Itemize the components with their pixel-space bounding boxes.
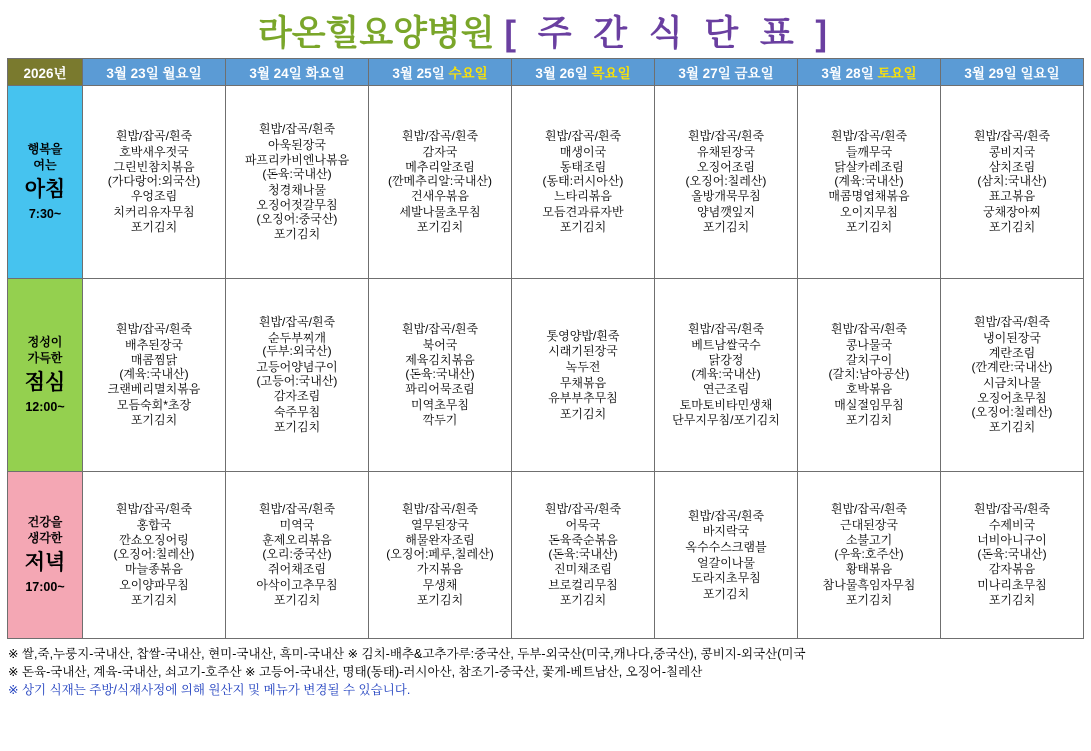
header-day-thursday [512,59,655,86]
table-row-lunch [8,279,1084,472]
dish-origin-note: (계육:국내산) [119,366,189,381]
dish-item: 가지볶음 [416,562,464,577]
lunch-label-time: 12:00~ [25,400,65,415]
dish-item: 포기김치 [130,220,178,235]
cell-lunch-wednesday [369,279,512,472]
dish-item: 흰밥/잡곡/흰죽 [830,501,908,516]
page-title [0,0,1091,58]
dish-item: 흰밥/잡곡/흰죽 [830,128,908,143]
dish-item: 모듬견과류자반 [542,204,624,219]
dish-item: 제육김치볶음 [405,353,475,368]
title-document-type: [ 주 간 식 단 표 ] [504,14,834,53]
dish-item: 꽈리어묵조림 [405,382,475,397]
dish-item: 오징어젓갈무침 [256,198,338,213]
dish-item: 포기김치 [559,593,607,608]
dish-origin-note: (동태:러시아산) [542,173,624,188]
dish-item: 냉이된장국 [983,330,1041,345]
dish-origin-note: (오징어:칠레산) [113,546,195,561]
dish-origin-note: (돈육:국내산) [405,366,475,381]
lunch-label-top: 정성이 [27,334,63,349]
dish-item: 삼치조림 [988,160,1036,175]
header-dayname-tuesday: 화요일 [305,66,345,81]
dish-item: 흰밥/잡곡/흰죽 [973,315,1051,330]
dish-item: 궁채장아찌 [983,204,1041,219]
dish-item: 오이지무침 [840,204,898,219]
dish-origin-note: (가다랑어:외국산) [107,173,201,188]
dish-item: 흰밥/잡곡/흰죽 [401,321,479,336]
dish-item: 콩나물국 [845,337,893,352]
cell-breakfast-monday [83,86,226,279]
dish-item: 해물완자조림 [405,533,475,548]
dish-item: 흰밥/잡곡/흰죽 [687,321,765,336]
dish-item: 단무지무침/포기김치 [672,413,780,428]
cell-lunch-friday [655,279,798,472]
dish-origin-note: (돈육:국내산) [262,166,332,181]
dish-item: 흰밥/잡곡/흰죽 [973,501,1051,516]
dish-item: 수제비국 [988,517,1036,532]
dish-item: 너비아니구이 [977,533,1047,548]
cell-dinner-wednesday [369,472,512,639]
dish-item: 포기김치 [845,220,893,235]
footnote-3: ※ 상기 식재는 주방/식재사정에 의해 원산지 및 메뉴가 변경될 수 있습니다. [8,683,411,698]
dish-item: 포기김치 [988,220,1036,235]
dish-item: 매콤명엽채볶음 [828,189,910,204]
dish-item: 흰밥/잡곡/흰죽 [115,128,193,143]
dish-origin-note: (두부:외국산) [262,344,332,359]
dish-item: 포기김치 [130,413,178,428]
dish-item: 흰밥/잡곡/흰죽 [830,321,908,336]
dish-origin-note: (우육:호주산) [834,546,904,561]
table-header-row [8,59,1084,86]
dish-item: 토마토비타민생채 [679,397,773,412]
title-hospital-name: 라온힐요양병원 [257,14,495,53]
breakfast-label-time: 7:30~ [28,207,62,222]
dish-item: 고등어양념구이 [256,359,338,374]
cell-lunch-thursday [512,279,655,472]
dish-item: 브로컬리무침 [548,577,618,592]
cell-dinner-sunday [941,472,1084,639]
dish-item: 옥수수스크램블 [685,539,767,554]
dish-item: 깍두기 [422,413,458,428]
dish-item: 바지락국 [702,524,750,539]
dish-item: 흰밥/잡곡/흰죽 [115,321,193,336]
dish-item: 얼갈이나물 [697,555,755,570]
dish-item: 포기김치 [988,593,1036,608]
dish-item: 감자조림 [273,389,321,404]
dish-item: 포기김치 [702,586,750,601]
cell-breakfast-saturday [798,86,941,279]
dish-origin-note: (돈육:국내산) [977,546,1047,561]
dinner-label-time: 17:00~ [25,580,65,595]
dish-item: 진미채조림 [554,562,612,577]
cell-breakfast-thursday [512,86,655,279]
header-date-monday: 3월 23일 [106,66,159,81]
dish-item: 포기김치 [130,593,178,608]
dish-item: 포기김치 [416,220,464,235]
dish-item: 포기김치 [273,593,321,608]
table-row-dinner [8,472,1084,639]
dish-item: 미역국 [279,517,315,532]
dish-origin-note: (오징어:칠레산) [685,173,767,188]
cell-lunch-monday [83,279,226,472]
dish-item: 모듬숙회*초장 [116,397,192,412]
dish-item: 포기김치 [416,593,464,608]
dish-item: 올방개묵무침 [691,189,761,204]
header-dayname-thursday: 목요일 [591,66,631,81]
dish-item: 근대된장국 [840,517,898,532]
dish-origin-note: (계육:국내산) [691,366,761,381]
header-date-tuesday: 3월 24일 [249,66,302,81]
dish-item: 매실절임무침 [834,397,904,412]
meal-label-breakfast [8,86,83,279]
cell-dinner-saturday [798,472,941,639]
header-day-friday [655,59,798,86]
dish-item: 포기김치 [559,406,607,421]
header-date-thursday: 3월 26일 [535,66,588,81]
header-date-sunday: 3월 29일 [964,66,1017,81]
cell-dinner-friday [655,472,798,639]
dish-origin-note: (오징어:페루,칠레산) [386,546,494,561]
dinner-label-name: 저녁 [24,551,66,575]
header-day-wednesday [369,59,512,86]
breakfast-label-mid: 여는 [33,157,57,172]
dish-item: 미나리초무침 [977,577,1047,592]
header-dayname-sunday: 일요일 [1020,66,1060,81]
cell-lunch-sunday [941,279,1084,472]
dish-item: 감자볶음 [988,562,1036,577]
dish-item: 호박볶음 [845,382,893,397]
cell-breakfast-friday [655,86,798,279]
dish-item: 참나물흑임자무침 [822,577,916,592]
dish-item: 아삭이고추무침 [256,577,338,592]
dish-item: 톳영양밥/흰죽 [546,328,620,343]
dish-item: 포기김치 [559,220,607,235]
dish-item: 매생이국 [559,144,607,159]
header-day-sunday [941,59,1084,86]
dish-item: 포기김치 [988,420,1036,435]
dish-item: 그린빈참치볶음 [113,160,195,175]
dish-item: 흰밥/잡곡/흰죽 [687,508,765,523]
dish-item: 파프리카비엔나볶음 [244,153,350,168]
dish-origin-note: (오징어:중국산) [256,211,338,226]
cell-breakfast-wednesday [369,86,512,279]
dish-item: 시금치나물 [983,375,1041,390]
dish-item: 황태볶음 [845,562,893,577]
footnote-2: ※ 돈육-국내산, 계육-국내산, 쇠고기-호주산 ※ 고등어-국내산, 명태(동태)-러시아산, 참조기-중국산, 꽃게-베트남산, 오징어-칠레산 [8,665,703,680]
dish-item: 북어국 [422,337,458,352]
cell-lunch-tuesday [226,279,369,472]
dish-origin-note: (갈치:남아공산) [828,366,910,381]
dish-item: 순두부찌개 [268,330,326,345]
dish-origin-note: (돈육:국내산) [548,546,618,561]
dish-origin-note: (깐메추리알:국내산) [387,173,493,188]
dish-item: 흰밥/잡곡/흰죽 [258,122,336,137]
dish-item: 연근조림 [702,382,750,397]
table-row-breakfast [8,86,1084,279]
dish-item: 유부부추무침 [548,391,618,406]
cell-dinner-monday [83,472,226,639]
dish-origin-note: (오징어:칠레산) [971,404,1053,419]
dish-item: 숙주무침 [273,404,321,419]
dish-item: 오징어조림 [697,160,755,175]
dish-item: 감자국 [422,144,458,159]
dish-item: 포기김치 [845,413,893,428]
dish-item: 돈육죽순볶음 [548,533,618,548]
cell-dinner-tuesday [226,472,369,639]
dish-origin-note: (계육:국내산) [834,173,904,188]
dish-item: 메추리알조림 [405,160,475,175]
dinner-label-mid: 생각한 [27,530,63,545]
dish-item: 쥐어채조림 [268,562,326,577]
header-dayname-wednesday: 수요일 [448,66,488,81]
lunch-label-name: 점심 [24,371,66,395]
cell-breakfast-sunday [941,86,1084,279]
dish-item: 깐쇼오징어링 [119,533,189,548]
meal-label-dinner [8,472,83,639]
dish-item: 흰밥/잡곡/흰죽 [401,501,479,516]
dish-item: 느타리볶음 [554,189,612,204]
dish-item: 흰밥/잡곡/흰죽 [544,128,622,143]
dish-item: 흰밥/잡곡/흰죽 [401,128,479,143]
dish-item: 녹두전 [565,359,601,374]
dish-item: 호박새우젓국 [119,144,189,159]
dish-item: 오이양파무침 [119,577,189,592]
dish-item: 치커리유자무침 [113,204,195,219]
header-dayname-friday: 금요일 [734,66,774,81]
cell-dinner-thursday [512,472,655,639]
dish-item: 흰밥/잡곡/흰죽 [258,315,336,330]
dish-item: 크랜베리멸치볶음 [107,382,201,397]
dish-item: 갈치구이 [845,353,893,368]
dish-item: 배추된장국 [125,337,183,352]
dinner-label-top: 건강을 [27,514,63,529]
dish-item: 시래기된장국 [548,344,618,359]
dish-item: 양념깻잎지 [697,204,755,219]
dish-item: 건새우볶음 [411,189,469,204]
header-dayname-monday: 월요일 [162,66,202,81]
dish-item: 도라지초무침 [691,571,761,586]
cell-breakfast-tuesday [226,86,369,279]
dish-origin-note: (고등어:국내산) [256,373,338,388]
dish-item: 계란조림 [988,346,1036,361]
dish-item: 흰밥/잡곡/흰죽 [544,501,622,516]
header-date-wednesday: 3월 25일 [392,66,445,81]
dish-item: 소불고기 [845,533,893,548]
dish-item: 흰밥/잡곡/흰죽 [115,501,193,516]
dish-item: 포기김치 [702,220,750,235]
dish-item: 포기김치 [273,420,321,435]
dish-item: 어묵국 [565,517,601,532]
dish-item: 포기김치 [845,593,893,608]
dish-item: 청경채나물 [268,182,326,197]
dish-item: 포기김치 [273,227,321,242]
header-dayname-saturday: 토요일 [877,66,917,81]
dish-item: 닭강정 [708,353,744,368]
dish-item: 아욱된장국 [268,137,326,152]
header-day-tuesday [226,59,369,86]
dish-item: 세발나물초무침 [399,204,481,219]
dish-item: 콩비지국 [988,144,1036,159]
dish-origin-note: (깐계란:국내산) [971,359,1053,374]
dish-origin-note: (삼치:국내산) [977,173,1047,188]
meal-label-lunch [8,279,83,472]
dish-item: 홍합국 [136,517,172,532]
dish-item: 흰밥/잡곡/흰죽 [973,128,1051,143]
dish-item: 열무된장국 [411,517,469,532]
dish-item: 들깨무국 [845,144,893,159]
dish-item: 마늘종볶음 [125,562,183,577]
footnote-1: ※ 쌀,죽,누룽지-국내산, 찹쌀-국내산, 현미-국내산, 흑미-국내산 ※ 김치-배추&고추가루:중국산, 두부-외국산(미국,캐나다,중국산), 콩비지-외국산(미국 [8,647,806,661]
dish-origin-note: (오리:중국산) [262,546,332,561]
weekly-menu-table [7,58,1084,639]
dish-item: 동태조림 [559,160,607,175]
cell-lunch-saturday [798,279,941,472]
dish-item: 미역초무침 [411,397,469,412]
dish-item: 흰밥/잡곡/흰죽 [687,128,765,143]
footnotes [8,645,1083,699]
dish-item: 표고볶음 [988,189,1036,204]
dish-item: 베트남쌀국수 [691,337,761,352]
dish-item: 흰밥/잡곡/흰죽 [258,501,336,516]
header-date-saturday: 3월 28일 [821,66,874,81]
lunch-label-mid: 가득한 [27,350,63,365]
dish-item: 무생채 [422,577,458,592]
dish-item: 우엉조림 [130,189,178,204]
breakfast-label-name: 아침 [24,178,66,202]
dish-item: 무채볶음 [559,375,607,390]
header-day-saturday [798,59,941,86]
dish-item: 오징어초무침 [977,391,1047,406]
header-year: 2026년 [8,59,83,86]
header-date-friday: 3월 27일 [678,66,731,81]
dish-item: 유채된장국 [697,144,755,159]
breakfast-label-top: 행복을 [27,141,63,156]
dish-item: 훈제오리볶음 [262,533,332,548]
header-day-monday [83,59,226,86]
dish-item: 닭살카레조림 [834,160,904,175]
dish-item: 매콤찜닭 [130,353,178,368]
